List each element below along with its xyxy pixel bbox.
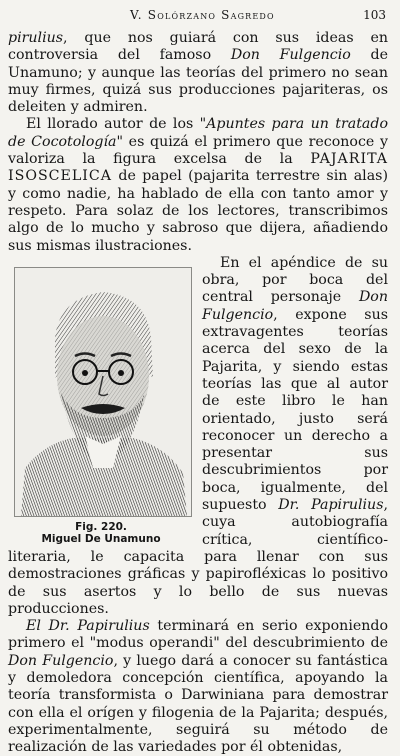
figure-number: Fig. 220. bbox=[75, 520, 127, 533]
page-header bbox=[0, 8, 400, 26]
italic-name: Don Fulgencio bbox=[202, 289, 388, 323]
text-span: El llorado autor de los bbox=[26, 116, 200, 133]
paragraph-2 bbox=[8, 116, 388, 254]
page-number: 103 bbox=[363, 8, 386, 22]
paragraph-4 bbox=[8, 618, 388, 756]
text-span: de Unamuno; y aunque las teorías del primero no sean muy firmes, quizá sus producciones pajariteras, os deleiten y admiren. bbox=[8, 47, 388, 116]
figure-caption bbox=[8, 521, 194, 545]
italic-name: Dr. Papirulius bbox=[278, 497, 384, 514]
paragraph-1 bbox=[8, 30, 388, 116]
running-head: V. Solórzano Sagredo bbox=[130, 8, 275, 22]
text-span: , y luego dará a conocer su fantástica y demoledora concepción científica, apoyando la teoría transformista o Darwiniana para demostrar con ella el orígen y filogenia de la Pajarita; después, experimentalmente, seguirá su método de realización de las variedades por él obtenidas, bbox=[8, 652, 388, 756]
body-text bbox=[8, 30, 388, 756]
italic-title: "Apuntes para un tratado de Cocotología" bbox=[8, 116, 388, 150]
figure-caption-name: Miguel De Unamuno bbox=[41, 532, 161, 545]
unamuno-portrait-image bbox=[14, 267, 192, 517]
text-span: , que nos guiará con sus ideas en controversia del famoso bbox=[8, 30, 388, 64]
italic-name: Don Fulgencio bbox=[8, 652, 114, 669]
text-span: En el apéndice de su obra, por boca del central personaje bbox=[202, 254, 388, 306]
text-span: es quizá el primero que reconoce y valoriza la figura excelsa de la bbox=[8, 133, 388, 168]
italic-name: Don Fulgencio bbox=[230, 47, 351, 64]
text-span: terminará en serio exponiendo primero el "modus operandi" del descubrimiento de bbox=[8, 618, 389, 652]
portrait-engraving bbox=[15, 268, 191, 516]
text-span: , expone sus extravagentes teorías acerca del sexo de la Pajarita, y siendo estas teorías las que al autor de este libro le han orientado, justo será reconocer un derecho a presentar sus descubrimientos por boca, igualmente, del supuesto bbox=[202, 306, 388, 514]
text-span: , cuya autobiografía crítica, científico-literaria, le capacita para llenar con sus demostraciones gráficas y papirofléxicas lo positivo de sus asertos y lo bello de sus nuevas producciones. bbox=[8, 497, 388, 617]
text-span: de papel (pajarita terrestre sin alas) y como nadie, ha hablado de ella con tanto amor y respeto. Para solaz de los lectores, transcribimos algo de lo mucho y sabroso que dijera, añadiendo sus mismas ilustraciones. bbox=[8, 168, 388, 254]
italic-name: pirulius bbox=[8, 30, 64, 46]
caps-term: PAJARITA ISOSCELICA bbox=[8, 151, 388, 185]
figure-220 bbox=[8, 257, 194, 545]
italic-name: El Dr. Papirulius bbox=[26, 618, 150, 635]
